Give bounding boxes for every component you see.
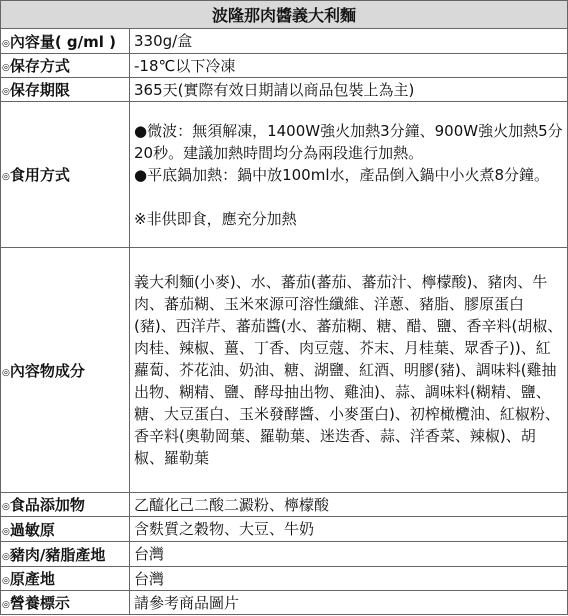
row-label-text: 營養標示 bbox=[9, 594, 70, 612]
row-label-text: 食品添加物 bbox=[9, 496, 85, 514]
row-value bbox=[130, 54, 568, 78]
row-label bbox=[1, 517, 130, 542]
row-label bbox=[1, 54, 130, 78]
row-label bbox=[1, 78, 130, 102]
spec-row-content-amount bbox=[1, 29, 568, 54]
row-value-line: 台灣 bbox=[134, 569, 165, 588]
bullet-icon: ◎ bbox=[2, 502, 10, 512]
row-value-line: 365天(實際有效日期請以商品包裝上為主) bbox=[134, 80, 415, 99]
spec-row-additives bbox=[1, 493, 568, 517]
bullet-icon: ◎ bbox=[2, 600, 10, 610]
row-value bbox=[130, 567, 568, 591]
row-label bbox=[1, 591, 130, 615]
row-value-line: -18℃以下冷凍 bbox=[134, 56, 236, 75]
spec-row-shelf-life bbox=[1, 78, 568, 102]
row-label bbox=[1, 29, 130, 54]
row-value bbox=[130, 29, 568, 54]
row-value bbox=[130, 542, 568, 567]
bullet-icon: ◎ bbox=[2, 38, 10, 49]
bullet-icon: ◎ bbox=[2, 63, 10, 73]
row-label bbox=[1, 102, 130, 248]
row-label-text: 內容量( g/ml ) bbox=[9, 32, 117, 51]
bullet-icon: ◎ bbox=[2, 576, 10, 586]
spec-row-origin bbox=[1, 567, 568, 591]
bullet-icon: ◎ bbox=[2, 526, 10, 537]
row-label bbox=[1, 542, 130, 567]
row-value bbox=[130, 102, 568, 248]
title-row bbox=[1, 1, 568, 29]
row-value bbox=[130, 517, 568, 542]
row-label bbox=[1, 567, 130, 591]
row-label-text: 保存期限 bbox=[9, 81, 70, 99]
spec-row-ingredients bbox=[1, 248, 568, 493]
row-value-line: 含麩質之穀物、大豆、牛奶 bbox=[134, 520, 315, 538]
usage-note: ※非供即食，應充分加熱 bbox=[134, 209, 297, 228]
row-label bbox=[1, 493, 130, 517]
bullet-icon: ◎ bbox=[2, 367, 10, 378]
row-value bbox=[130, 78, 568, 102]
usage-pan: ●平底鍋加熱：鍋中放100ml水，產品倒入鍋中小火煮8分鐘。 bbox=[134, 165, 550, 184]
row-value bbox=[130, 591, 568, 615]
bullet-icon: ◎ bbox=[2, 172, 10, 182]
row-label-text: 原產地 bbox=[9, 570, 55, 588]
row-label-text: 食用方式 bbox=[9, 166, 70, 184]
bullet-icon: ◎ bbox=[2, 87, 10, 97]
usage-spacer bbox=[134, 186, 563, 208]
spec-row-storage-method bbox=[1, 54, 568, 78]
row-value bbox=[130, 248, 568, 493]
ingredients-text: 義大利麵(小麥)、水、蕃茄(蕃茄、蕃茄汁、檸檬酸)、豬肉、牛肉、蕃茄糊、玉米來源可溶性纖維、洋蔥、豬脂、膠原蛋白(豬)、西洋芹、蕃茄醬(水、蕃茄糊、糖、醋、鹽、香辛料(胡椒、肉桂、辣椒、薑、丁香、肉豆蔻、芥末、月桂葉、眾香子))、紅蘿蔔、芥花油、奶油、糖、湖鹽、紅酒、明膠(豬)、調味料(雞抽出物、糊精、鹽、酵母抽出物、雞油)、蒜、調味料(糊精、鹽、糖、大豆蛋白、玉米發酵醬、小麥蛋白)、初榨橄欖油、紅椒粉、香辛料(奧勒岡葉、羅勒葉、迷迭香、蒜、洋香菜、辣椒)、胡椒、羅勒葉 bbox=[134, 273, 563, 467]
row-value-line: 330g/盒 bbox=[134, 32, 193, 50]
product-title: 波隆那肉醬義大利麵 bbox=[1, 1, 568, 29]
row-value-line: 台灣 bbox=[134, 545, 165, 563]
row-label-text: 保存方式 bbox=[9, 57, 70, 75]
row-value-line: 乙醯化己二酸二澱粉、檸檬酸 bbox=[134, 495, 330, 514]
row-label-text: 豬肉/豬脂產地 bbox=[9, 545, 106, 564]
spec-row-pork-origin bbox=[1, 542, 568, 567]
row-label bbox=[1, 248, 130, 493]
row-value bbox=[130, 493, 568, 517]
bullet-icon: ◎ bbox=[2, 551, 10, 562]
spec-row-allergens bbox=[1, 517, 568, 542]
spec-row-usage bbox=[1, 102, 568, 248]
usage-microwave: ●微波：無須解凍，1400W強火加熱3分鐘、900W強火加熱5分20秒。建議加熱時間均分為兩段進行加熱。 bbox=[134, 121, 563, 162]
spec-row-nutrition bbox=[1, 591, 568, 615]
row-label-text: 過敏原 bbox=[9, 520, 55, 539]
row-label-text: 內容物成分 bbox=[9, 361, 85, 380]
row-value-line: 請參考商品圖片 bbox=[134, 593, 240, 612]
